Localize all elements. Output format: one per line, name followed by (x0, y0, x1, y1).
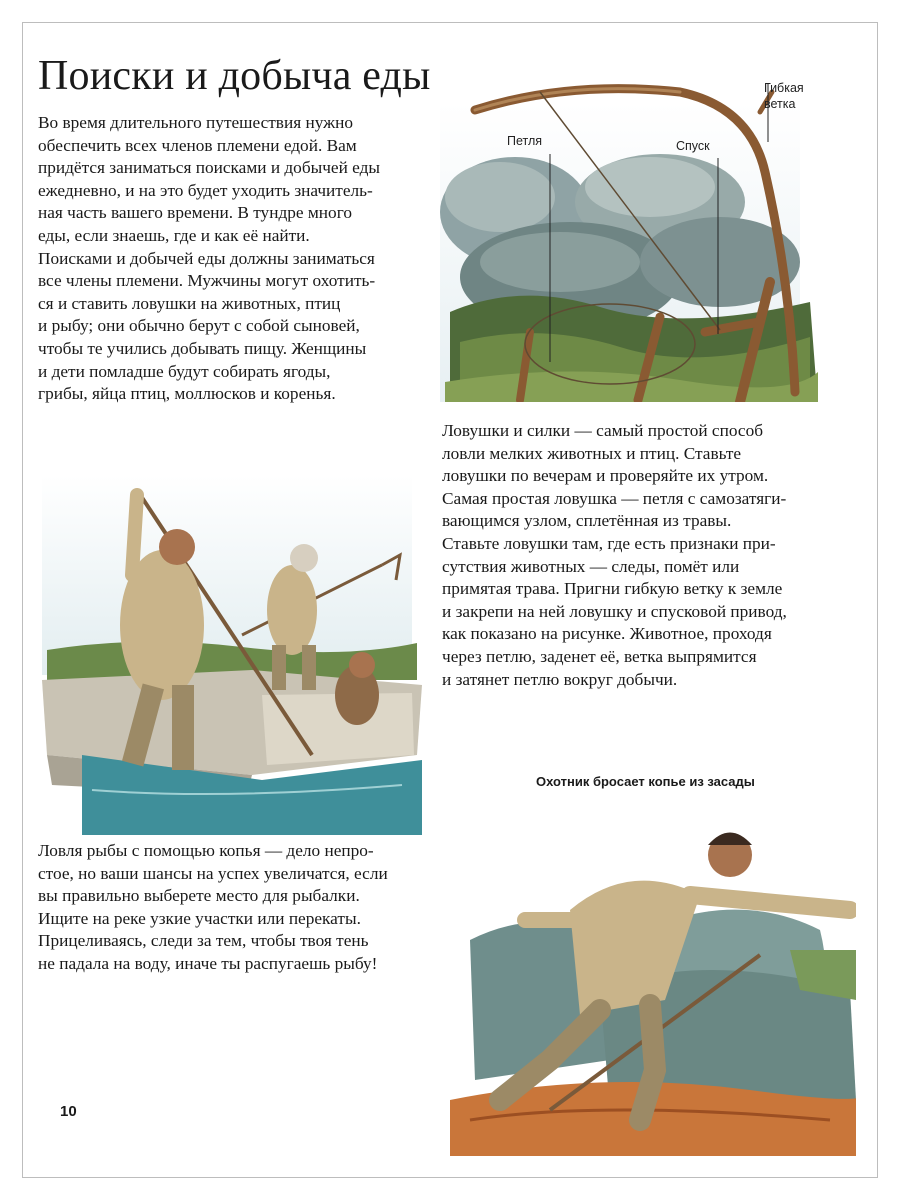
text-line: обеспечить всех членов племени едой. Вам (38, 135, 357, 155)
text-line: Поисками и добычей еды должны заниматься (38, 248, 375, 268)
snare-trap-illustration (420, 62, 818, 402)
text-line: Ловушки и силки — самый простой способ (442, 421, 764, 440)
text-line: все члены племени. Мужчины могут охотить- (38, 271, 376, 291)
branch-label-line: Гибкая (764, 81, 804, 95)
page-number: 10 (60, 1103, 77, 1120)
text-line: и затянет петлю вокруг добычи. (442, 669, 678, 689)
text-line: Во время длительного путешествия нужно (38, 113, 353, 132)
text-line: вы правильно выберете место для рыбалки. (38, 886, 360, 906)
text-line: ежедневно, и на это будет уходить значитель- (38, 180, 373, 200)
text-line: и дети помладше будут собирать ягоды, (38, 361, 331, 381)
text-line: ная часть вашего времени. В тундре много (38, 203, 352, 223)
text-line: грибы, яйца птиц, моллюсков и коренья. (38, 384, 336, 404)
text-line: Прицеливаясь, следи за тем, чтобы твоя тень (38, 931, 369, 951)
hunter-illustration (450, 800, 856, 1156)
text-line: придётся заниматься поисками и добычей еды (38, 158, 381, 178)
trigger-label: Спуск (676, 139, 710, 153)
text-line: Ставьте ловушки там, где есть признаки при- (442, 533, 776, 553)
text-line: примятая трава. Пригни гибкую ветку к земле (442, 579, 783, 599)
text-line: еды, если знаешь, где и как её найти. (38, 225, 310, 245)
page-title: Поиски и добыча еды (38, 53, 431, 99)
branch-label (764, 80, 804, 112)
text-line: не падала на воду, иначе ты распугаешь рыбу! (38, 953, 378, 973)
text-line: и рыбу; они обычно берут с собой сыновей, (38, 316, 360, 336)
text-line: через петлю, заденет её, ветка выпрямится (442, 646, 757, 666)
loop-label: Петля (507, 134, 543, 148)
spear-fishing-illustration (22, 455, 422, 835)
text-line: чтобы те учились добывать пищу. Женщины (38, 338, 367, 358)
branch-label-line: ветка (764, 97, 796, 111)
text-line: как показано на рисунке. Животное, проходя (442, 624, 772, 644)
text-line: ся и ставить ловушки на животных, птиц (38, 293, 341, 313)
text-line: сутствия животных — следы, помёт или (442, 556, 740, 576)
text-line: Ищите на реке узкие участки или перекаты. (38, 908, 361, 928)
fishing-paragraph (38, 840, 438, 976)
text-line: Ловля рыбы с помощью копья — дело непро- (38, 841, 374, 860)
text-line: и закрепи на ней ловушку и спусковой привод, (442, 601, 787, 621)
hunter-caption: Охотник бросает копье из засады (536, 774, 755, 789)
text-line: ловушки по вечерам и проверяйте их утром. (442, 466, 769, 486)
intro-paragraph (38, 112, 438, 406)
text-line: стое, но ваши шансы на успех увеличатся, если (38, 863, 388, 883)
text-line: Самая простая ловушка — петля с самозатяги- (442, 488, 787, 508)
text-line: вающимся узлом, сплетённая из травы. (442, 511, 732, 531)
text-line: ловли мелких животных и птиц. Ставьте (442, 443, 742, 463)
trap-paragraph (442, 420, 852, 691)
